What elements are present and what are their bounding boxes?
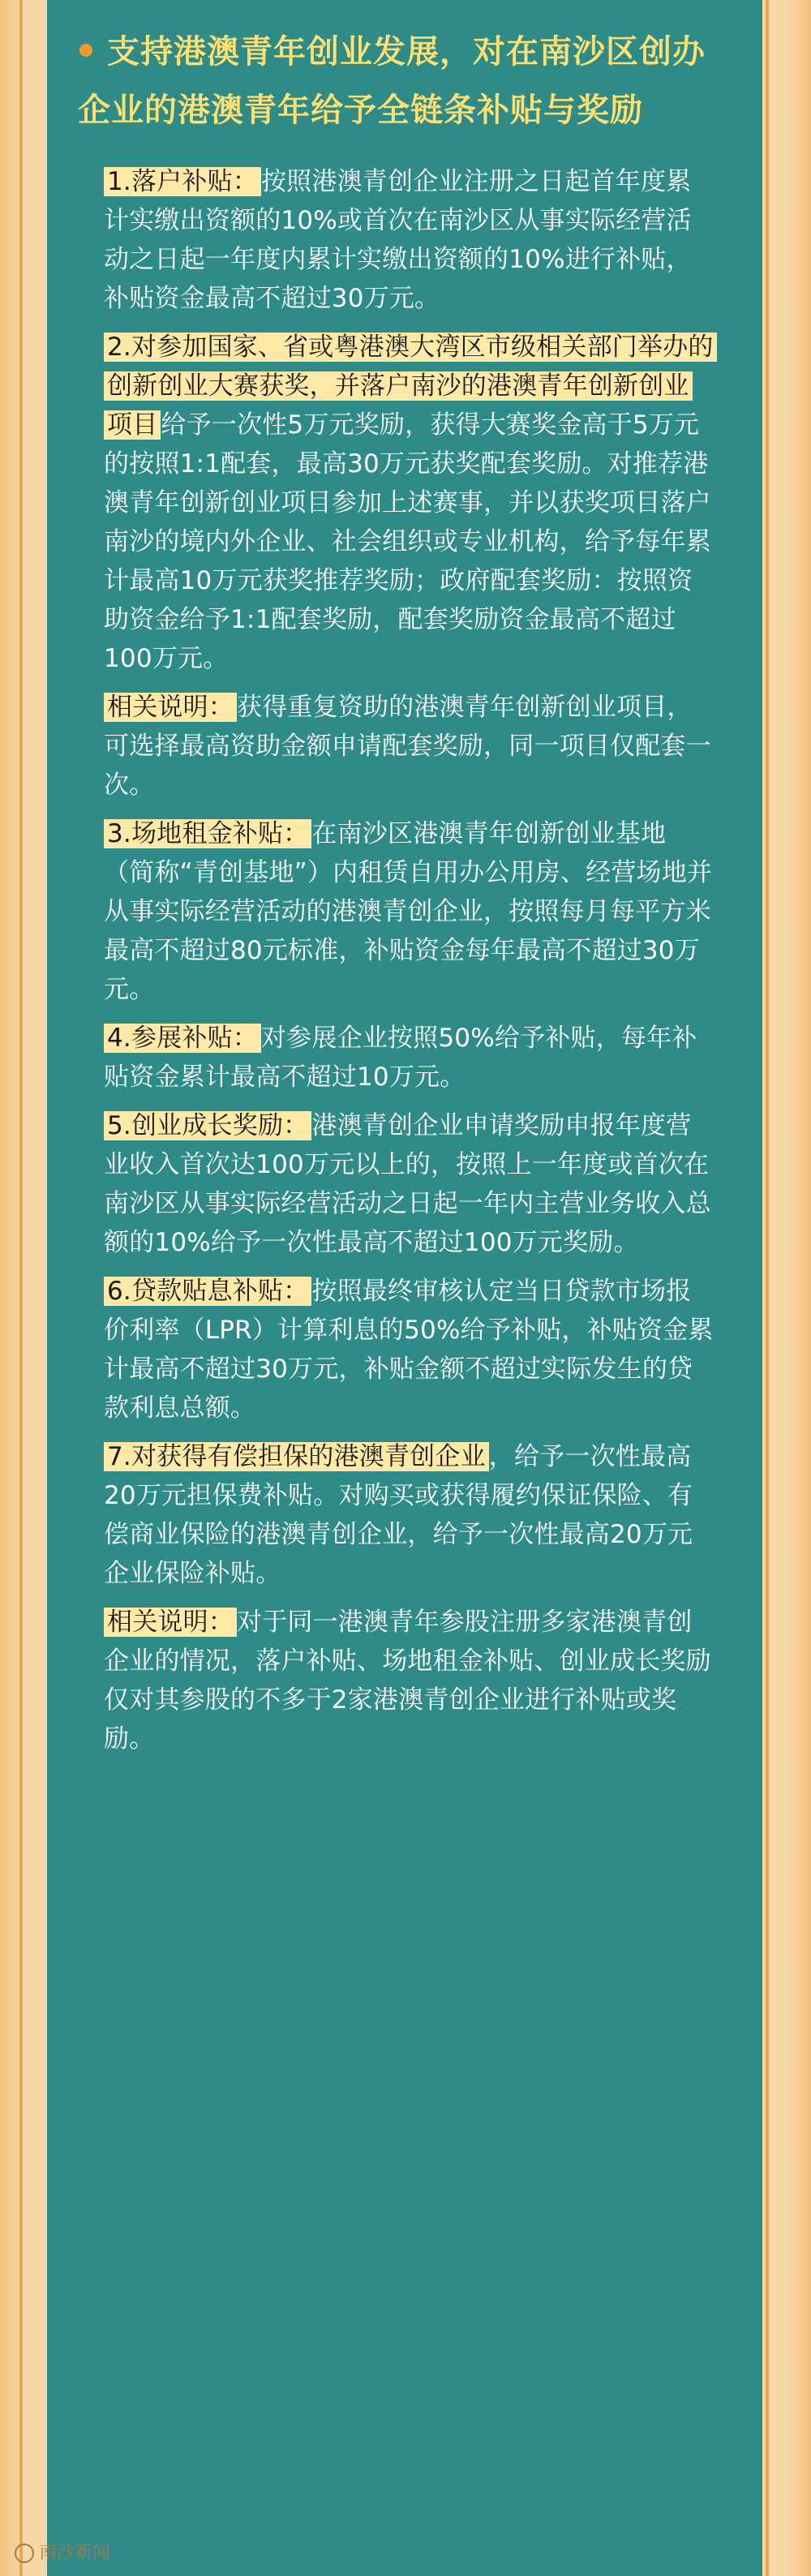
- policy-item-text: 在南沙区港澳青年创新创业基地（简称“青创基地”）内租赁自用办公用房、经营场地并从事实际经营活动的港澳青创企业，按照每月每平方米最高不超过80元标准，补贴资金每年最高不超过30万元。: [104, 819, 713, 1004]
- left-border-line: [19, 0, 23, 2576]
- policy-item-text: ，给予一次性最高20万元担保费补贴。对购买或获得履约保证保险、有偿商业保险的港澳青创企业，给予一次性最高20万元企业保险补贴。: [104, 1442, 693, 1588]
- policy-item-label: 7.对获得有偿担保的港澳青创企业: [104, 1442, 489, 1471]
- policy-note-2: [104, 1603, 714, 1758]
- policy-item-5: [104, 1106, 714, 1262]
- policy-item-label: 6.贷款贴息补贴：: [104, 1277, 311, 1306]
- policy-item-4: [104, 1019, 714, 1097]
- policy-item-3: [104, 814, 714, 1009]
- policy-item-text: 对参展企业按照50%给予补贴，每年补贴资金累计最高不超过10万元。: [104, 1024, 697, 1092]
- policy-item-text: 港澳青创企业申请奖励申报年度营业收入首次达100万元以上的，按照上一年度或首次在南沙区从事实际经营活动之日起一年内主营业务收入总额的10%给予一次性最高不超过100万元奖励。: [104, 1111, 711, 1257]
- policy-item-label: 相关说明：: [104, 1608, 237, 1637]
- policy-list: [104, 162, 714, 1768]
- watermark-text: 南沙新闻: [39, 2543, 111, 2563]
- watermark-logo-icon: [15, 2544, 34, 2563]
- policy-item-label: 相关说明：: [104, 693, 237, 722]
- policy-item-2: [104, 328, 714, 678]
- policy-item-6: [104, 1272, 714, 1428]
- policy-item-7: [104, 1437, 714, 1593]
- policy-item-text: 按照港澳青创企业注册之日起首年度累计实缴出资额的10%或首次在南沙区从事实际经营活动之日起一年度内累计实缴出资额的10%进行补贴，补贴资金最高不超过30万元。: [104, 167, 692, 313]
- right-border-line: [766, 0, 769, 2576]
- section-heading-text: 支持港澳青年创业发展，对在南沙区创办企业的港澳青年给予全链条补贴与奖励: [78, 33, 706, 129]
- section-heading: [78, 23, 727, 140]
- policy-item-label: 4.参展补贴：: [104, 1024, 261, 1053]
- policy-item-label: 1.落户补贴：: [104, 167, 261, 196]
- policy-item-text: 对于同一港澳青年参股注册多家港澳青创企业的情况，落户补贴、场地租金补贴、创业成长奖励仅对其参股的不多于2家港澳青创企业进行补贴或奖励。: [104, 1608, 711, 1754]
- policy-item-text: 给予一次性5万元奖励，获得大赛奖金高于5万元的按照1:1配套，最高30万元获奖配套奖励。对推荐港澳青年创新创业项目参加上述赛事，并以获奖项目落户南沙的境内外企业、社会组织或专业机构，给予每年累计最高10万元获奖推荐奖励；政府配套奖励：按照资助资金给予1:1配套奖励，配套奖励资金最高不超过100万元。: [104, 410, 711, 673]
- policy-note-1: [104, 688, 714, 805]
- policy-item-label: 3.场地租金补贴：: [104, 819, 311, 848]
- policy-item-1: [104, 162, 714, 318]
- policy-item-label: 2.对参加国家、省或粤港澳大湾区市级相关部门举办的创新创业大赛获奖，并落户南沙的港澳青年创新创业项目: [104, 333, 717, 440]
- policy-item-label: 5.创业成长奖励：: [104, 1111, 311, 1140]
- watermark: [15, 2542, 110, 2565]
- policy-item-text: 按照最终审核认定当日贷款市场报价利率（LPR）计算利息的50%给予补贴，补贴资金累计最高不超过30万元，补贴金额不超过实际发生的贷款利息总额。: [104, 1277, 714, 1423]
- policy-item-text: 获得重复资助的港澳青年创新创业项目，可选择最高资助金额申请配套奖励，同一项目仅配套一次。: [104, 693, 711, 800]
